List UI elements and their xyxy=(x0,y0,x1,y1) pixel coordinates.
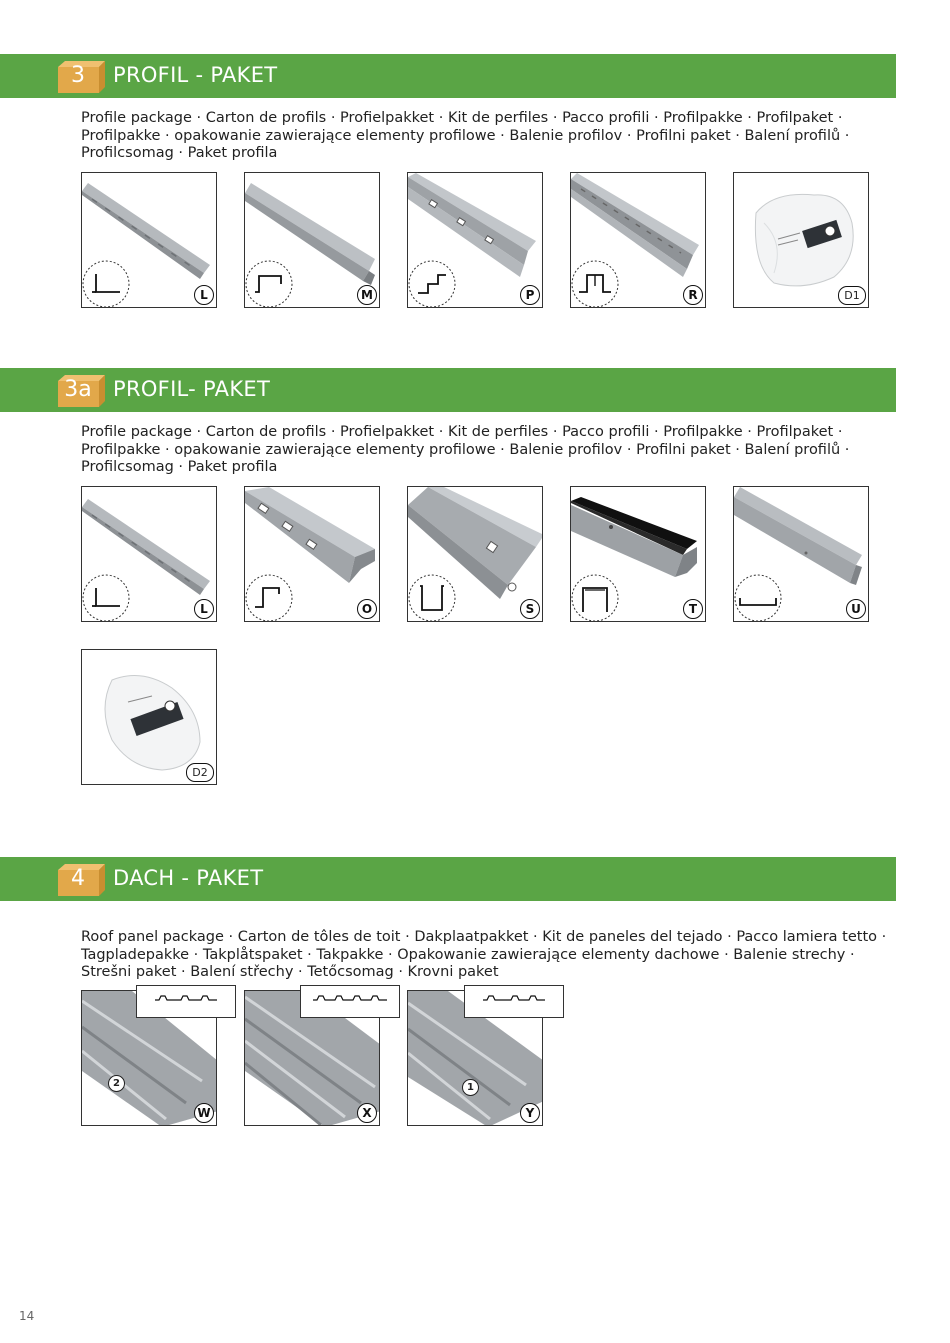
section-description: Profile package · Carton de profils · Profielpakket · Kit de perfiles · Pacco profili · Profilpakke · Profilpaket · Profilpakke · opakowanie zawierające elementy profilowe · Balenie profilov · Profilni paket · Balení profilů · Profilcsomag · Paket profila xyxy=(81,424,850,475)
page-number: 14 xyxy=(19,1309,35,1323)
section-title: PROFIL- PAKET xyxy=(113,377,271,401)
profile-p-icon xyxy=(408,260,456,308)
item-letter: U xyxy=(846,599,866,619)
box-icon xyxy=(55,862,105,898)
profile-l-icon xyxy=(82,574,130,622)
section-description: Roof panel package · Carton de tôles de toit · Dakplaatpakket · Kit de paneles del tejado · Pacco lamiera tetto · Tagpladepakke · Takplåtspaket · Takpakke · Opakowanie zawierające elementy dachowe · Balenie strechy · Strešni paket · Balení střechy · Tetőcsomag · Krovni paket xyxy=(81,929,887,980)
rib-profile-y xyxy=(464,985,564,1018)
profile-l-icon xyxy=(82,260,130,308)
profile-o-icon xyxy=(245,574,293,622)
profile-s-icon xyxy=(408,574,456,622)
item-code: D2 xyxy=(186,763,214,782)
profile-m-icon xyxy=(245,260,293,308)
box-icon xyxy=(55,59,105,95)
section-header-3a xyxy=(0,368,896,412)
profile-u-icon xyxy=(734,574,782,622)
rib-profile-x xyxy=(300,985,400,1018)
item-letter: T xyxy=(683,599,703,619)
item-code: D1 xyxy=(838,286,866,305)
item-letter: W xyxy=(194,1103,214,1123)
section-number: 3a xyxy=(64,377,92,402)
rib-profile-w xyxy=(136,985,236,1018)
item-letter: P xyxy=(520,285,540,305)
rib-wave-icon xyxy=(465,986,563,1017)
profile-t-icon xyxy=(571,574,619,622)
item-letter: Y xyxy=(520,1103,540,1123)
rib-wave-icon xyxy=(137,986,235,1017)
product-tile-l[interactable] xyxy=(81,172,217,308)
product-tile-o[interactable] xyxy=(244,486,380,622)
product-tile-m[interactable] xyxy=(244,172,380,308)
section-number: 4 xyxy=(71,866,85,891)
product-tile-p[interactable] xyxy=(407,172,543,308)
section-number: 3 xyxy=(71,63,85,88)
product-tile-r[interactable] xyxy=(570,172,706,308)
section-header-4 xyxy=(0,857,896,901)
item-letter: M xyxy=(357,285,377,305)
product-tile-d1[interactable] xyxy=(733,172,869,308)
section-title: PROFIL - PAKET xyxy=(113,63,278,87)
product-tile-t[interactable] xyxy=(570,486,706,622)
item-letter: L xyxy=(194,285,214,305)
item-letter: X xyxy=(357,1103,377,1123)
panel-number: 1 xyxy=(462,1079,479,1096)
section-description: Profile package · Carton de profils · Profielpakket · Kit de perfiles · Pacco profili · Profilpakke · Profilpaket · Profilpakke · opakowanie zawierające elementy profilowe · Balenie profilov · Profilni paket · Balení profilů · Profilcsomag · Paket profila xyxy=(81,110,850,161)
product-tile-s[interactable] xyxy=(407,486,543,622)
section-title: DACH - PAKET xyxy=(113,866,264,890)
product-tile-d2[interactable] xyxy=(81,649,217,785)
item-letter: O xyxy=(357,599,377,619)
profile-r-icon xyxy=(571,260,619,308)
rib-wave-icon xyxy=(301,986,399,1017)
item-letter: S xyxy=(520,599,540,619)
section-header-3 xyxy=(0,54,896,98)
panel-number: 2 xyxy=(108,1075,125,1092)
product-tile-u[interactable] xyxy=(733,486,869,622)
item-letter: L xyxy=(194,599,214,619)
item-letter: R xyxy=(683,285,703,305)
product-tile-l[interactable] xyxy=(81,486,217,622)
box-icon xyxy=(55,373,105,409)
